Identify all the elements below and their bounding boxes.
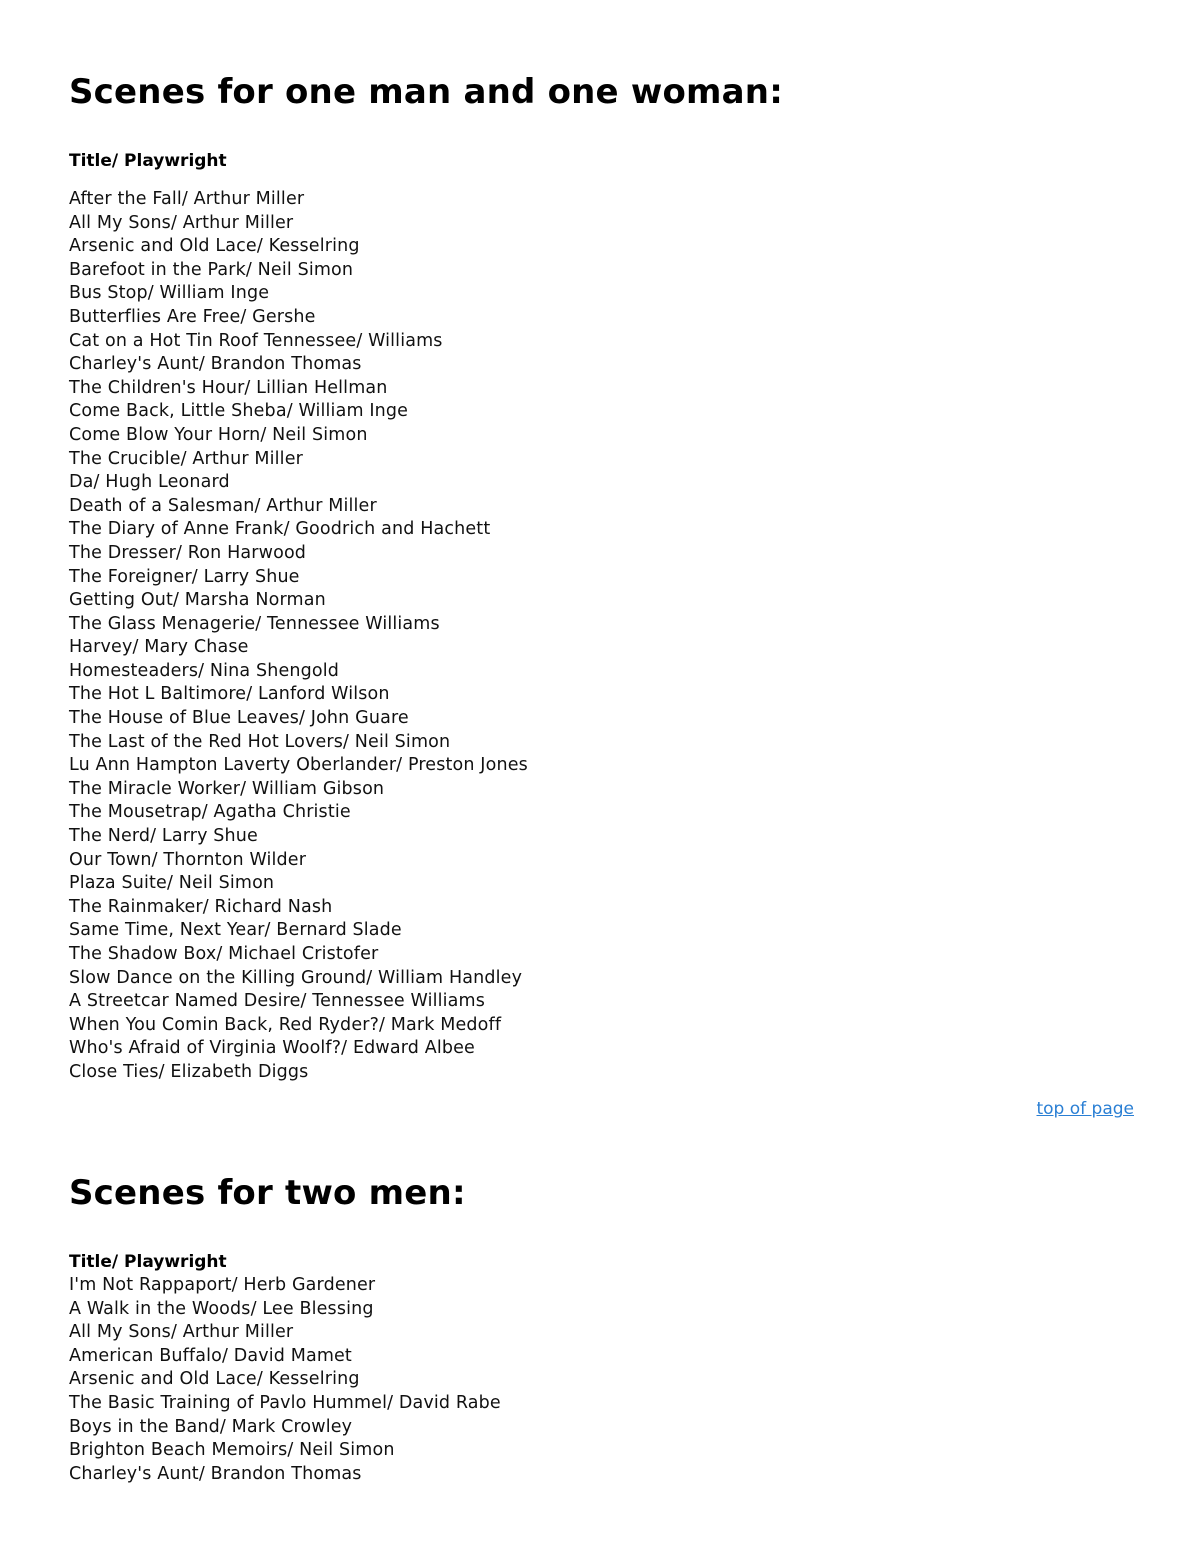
play-list-item: Barefoot in the Park/ Neil Simon: [69, 259, 354, 280]
play-list-item: Homesteaders/ Nina Shengold: [69, 660, 340, 681]
play-list: [69, 188, 1134, 1085]
play-list-item: American Buffalo/ David Mamet: [69, 1345, 352, 1366]
play-list-item: The Children's Hour/ Lillian Hellman: [69, 377, 388, 398]
play-list-item: When You Comin Back, Red Ryder?/ Mark Medoff: [69, 1014, 502, 1035]
play-list-item: The Rainmaker/ Richard Nash: [69, 896, 333, 917]
play-list-item: Who's Afraid of Virginia Woolf?/ Edward Albee: [69, 1038, 475, 1059]
column-header: Title/ Playwright: [69, 1252, 227, 1272]
play-list-item: Come Back, Little Sheba/ William Inge: [69, 401, 409, 422]
play-list-item: Slow Dance on the Killing Ground/ William Handley: [69, 967, 523, 988]
play-list-item: The Foreigner/ Larry Shue: [69, 566, 300, 587]
play-list-item: After the Fall/ Arthur Miller: [69, 189, 305, 209]
play-list-item: The Last of the Red Hot Lovers/ Neil Simon: [69, 731, 451, 752]
play-list-item: Same Time, Next Year/ Bernard Slade: [69, 920, 402, 941]
section-two-men: [69, 1173, 1134, 1486]
play-list-item: Bus Stop/ William Inge: [69, 283, 270, 304]
play-list-item: Plaza Suite/ Neil Simon: [69, 873, 275, 894]
top-of-page-link[interactable]: top of page: [1036, 1099, 1134, 1119]
play-list-item: Brighton Beach Memoirs/ Neil Simon: [69, 1440, 395, 1461]
play-list-item: All My Sons/ Arthur Miller: [69, 212, 294, 233]
play-list-item: Boys in the Band/ Mark Crowley: [69, 1416, 353, 1437]
play-list-item: A Streetcar Named Desire/ Tennessee Williams: [69, 991, 485, 1012]
play-list-item: Close Ties/ Elizabeth Diggs: [69, 1061, 309, 1082]
section-heading: Scenes for one man and one woman:: [69, 72, 783, 112]
play-list-item: All My Sons/ Arthur Miller: [69, 1322, 294, 1343]
play-list-item: A Walk in the Woods/ Lee Blessing: [69, 1298, 374, 1319]
play-list-item: The Diary of Anne Frank/ Goodrich and Hachett: [69, 519, 491, 540]
play-list-item: Cat on a Hot Tin Roof Tennessee/ Williams: [69, 330, 443, 351]
play-list-item: The Hot L Baltimore/ Lanford Wilson: [69, 684, 390, 705]
play-list-item: Charley's Aunt/ Brandon Thomas: [69, 1463, 362, 1484]
play-list-item: Getting Out/ Marsha Norman: [69, 590, 326, 611]
section-one-man-one-woman: [69, 72, 1134, 1085]
play-list-item: The House of Blue Leaves/ John Guare: [69, 708, 409, 729]
play-list-item: Harvey/ Mary Chase: [69, 637, 249, 658]
play-list-item: The Mousetrap/ Agatha Christie: [69, 802, 351, 823]
column-header: Title/ Playwright: [69, 151, 227, 171]
play-list: [69, 1274, 1134, 1486]
play-list-item: Da/ Hugh Leonard: [69, 472, 230, 493]
play-list-item: Butterflies Are Free/ Gershe: [69, 306, 316, 327]
play-list-item: Arsenic and Old Lace/ Kesselring: [69, 1369, 360, 1390]
section-heading: Scenes for two men:: [69, 1173, 466, 1213]
play-list-item: The Dresser/ Ron Harwood: [69, 542, 307, 563]
play-list-item: Death of a Salesman/ Arthur Miller: [69, 495, 377, 516]
play-list-item: Come Blow Your Horn/ Neil Simon: [69, 424, 368, 445]
play-list-item: Our Town/ Thornton Wilder: [69, 849, 307, 870]
play-list-item: I'm Not Rappaport/ Herb Gardener: [69, 1275, 376, 1295]
play-list-item: The Miracle Worker/ William Gibson: [69, 778, 385, 799]
play-list-item: Lu Ann Hampton Laverty Oberlander/ Preston Jones: [69, 755, 528, 776]
play-list-item: The Shadow Box/ Michael Cristofer: [69, 944, 379, 964]
play-list-item: The Basic Training of Pavlo Hummel/ David Rabe: [69, 1392, 501, 1413]
play-list-item: The Glass Menagerie/ Tennessee Williams: [69, 613, 440, 634]
play-list-item: Charley's Aunt/ Brandon Thomas: [69, 354, 362, 375]
play-list-item: Arsenic and Old Lace/ Kesselring: [69, 236, 360, 257]
play-list-item: The Crucible/ Arthur Miller: [69, 448, 303, 469]
play-list-item: The Nerd/ Larry Shue: [69, 826, 258, 847]
